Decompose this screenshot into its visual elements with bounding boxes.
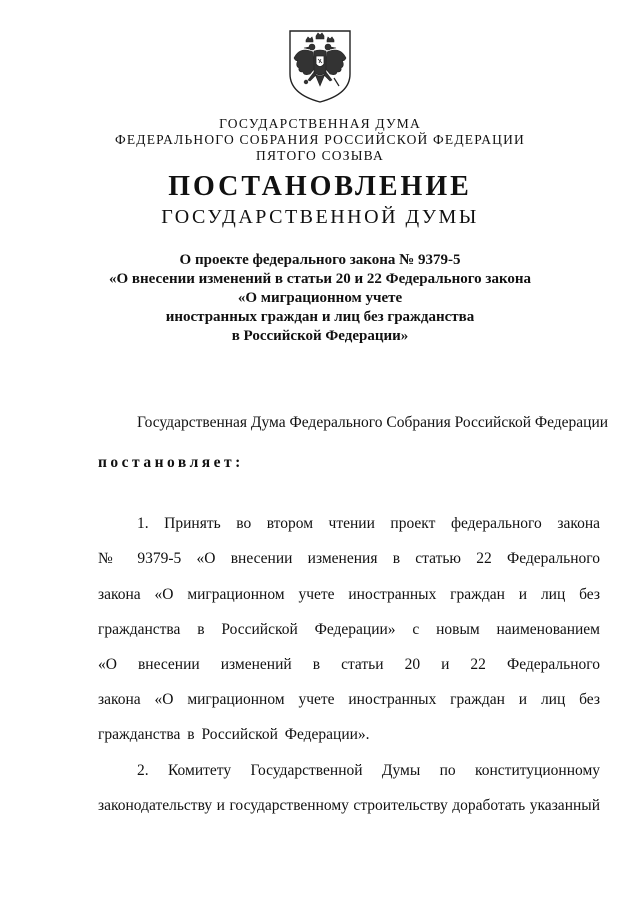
paragraph-2-line: законодательству и государственному строительству доработать указанный <box>98 797 600 814</box>
decides-text: постановляет: <box>98 454 244 471</box>
document-title: ПОСТАНОВЛЕНИЕ <box>168 171 472 202</box>
bill-title-line: О проекте федерального закона № 9379-5 <box>179 252 461 268</box>
bill-title-line: «О миграционном учете <box>237 290 403 306</box>
coat-of-arms-emblem <box>286 28 354 104</box>
document-subtitle: ГОСУДАРСТВЕННОЙ ДУМЫ <box>161 206 479 228</box>
paragraph-1-line: 1. Принять во втором чтении проект федерального закона <box>137 515 600 532</box>
intro-text: Государственная Дума Федерального Собрания Российской Федерации <box>137 414 609 431</box>
paragraph-1-line: гражданства в Российской Федерации» с новым наименованием <box>98 621 600 638</box>
header-line-convocation: ПЯТОГО СОЗЫВА <box>256 148 384 163</box>
paragraph-1-line: «О внесении изменений в статьи 20 и 22 Федерального <box>98 656 600 673</box>
paragraph-2-line: 2. Комитету Государственной Думы по конституционному <box>137 762 600 779</box>
bill-title-line: «О внесении изменений в статьи 20 и 22 Федерального закона <box>108 271 532 287</box>
bill-title-line: иностранных граждан и лиц без гражданства <box>165 309 475 325</box>
paragraph-1-line: гражданства в Российской Федерации». <box>98 726 370 743</box>
bill-title-line: в Российской Федерации» <box>231 328 409 344</box>
paragraph-1-line: № 9379-5 «О внесении изменения в статью 22 Федерального <box>98 550 600 567</box>
paragraph-1-line: закона «О миграционном учете иностранных граждан и лиц без <box>98 586 600 603</box>
header-line-federal-assembly: ФЕДЕРАЛЬНОГО СОБРАНИЯ РОССИЙСКОЙ ФЕДЕРАЦИИ <box>115 132 525 147</box>
paragraph-1-line: закона «О миграционном учете иностранных граждан и лиц без <box>98 691 600 708</box>
header-line-duma: ГОСУДАРСТВЕННАЯ ДУМА <box>219 116 421 131</box>
